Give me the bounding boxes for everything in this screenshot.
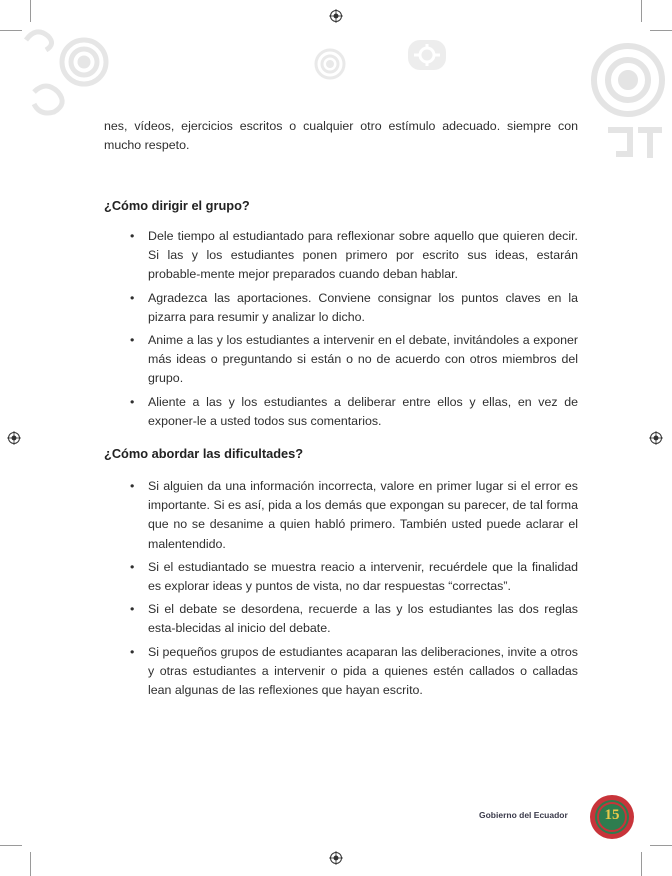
bullet-icon: • <box>130 644 135 659</box>
crop-mark <box>0 845 22 846</box>
crop-mark <box>30 852 31 876</box>
bullet-icon: • <box>130 290 135 305</box>
crop-mark <box>641 852 642 876</box>
footer-org-name: Gobierno del Ecuador <box>479 810 568 820</box>
bullet-icon: • <box>130 333 135 348</box>
section-heading-dirigir: ¿Cómo dirigir el grupo? <box>104 198 250 213</box>
list-item <box>104 558 578 596</box>
registration-mark-icon <box>329 9 343 23</box>
intro-paragraph: nes, vídeos, ejercicios escritos o cualquier otro estímulo adecuado. siempre con mucho respeto. <box>104 119 578 152</box>
bullet-icon: • <box>130 229 135 243</box>
crop-mark <box>30 0 31 22</box>
bullet-icon: • <box>130 479 135 493</box>
list-item-text: Aliente a las y los estudiantes a deliberar entre ellos y ellas, en vez de exponer-le a usted todos sus comentarios. <box>148 394 578 428</box>
list-item <box>104 600 578 638</box>
bullet-icon: • <box>130 602 135 617</box>
spiral-ornament-icon <box>310 46 350 82</box>
list-item <box>104 643 578 701</box>
registration-mark-icon <box>7 431 21 445</box>
list-item-text: Si el debate se desordena, recuerde a las y los estudiantes las dos reglas esta-blecidas al inicio del debate. <box>148 602 578 636</box>
list-item-text: Dele tiempo al estudiantado para reflexionar sobre aquello que quieren decir. Si las y los estudiantes ponen primero por escrito sus ideas, estarán probable-mente mejor preparados cuando deban hablar. <box>148 229 578 282</box>
list-item <box>104 477 578 554</box>
registration-mark-icon <box>329 851 343 865</box>
spiral-ornament-icon <box>578 34 672 164</box>
spiral-ornament-icon <box>22 20 114 120</box>
list-item-text: Si el estudiantado se muestra reacio a intervenir, recuérdele que la finalidad es explorar ideas y puntos de vista, no dar respuestas “correctas”. <box>148 559 578 594</box>
crop-mark <box>650 30 672 31</box>
list-item <box>104 289 578 327</box>
list-item <box>104 393 578 431</box>
bullet-icon: • <box>130 394 135 409</box>
list-item-text: Si pequeños grupos de estudiantes acaparan las deliberaciones, invite a otros y otras estudiantes a intervenir o pida a quienes estén callados o calladas lean algunas de las reflexiones que hayan escrito. <box>148 644 578 698</box>
registration-mark-icon <box>649 431 663 445</box>
crop-mark <box>650 845 672 846</box>
list-item-text: Agradezca las aportaciones. Conviene consignar los puntos claves en la pizarra para resumir y analizar lo dicho. <box>148 290 578 324</box>
bullet-list-dirigir <box>104 227 578 435</box>
list-item-text: Si alguien da una información incorrecta, valore en primer lugar si el error es importante. Si es así, pida a los demás que expongan su parecer, de tal forma que no se desanime a quien habló primero. También usted puede aclarar el malentendido. <box>148 479 578 551</box>
crop-mark <box>0 30 22 31</box>
list-item <box>104 331 578 389</box>
list-item <box>104 227 578 285</box>
spiral-ornament-icon <box>404 34 450 76</box>
list-item-text: Anime a las y los estudiantes a intervenir en el debate, invitándoles a exponer más ideas o preguntando si están o no de acuerdo con otros miembros del grupo. <box>148 333 578 386</box>
bullet-list-dificultades <box>104 477 578 704</box>
bullet-icon: • <box>130 559 135 574</box>
section-heading-dificultades: ¿Cómo abordar las dificultades? <box>104 446 304 461</box>
crop-mark <box>641 0 642 22</box>
page-number: 15 <box>604 807 620 823</box>
